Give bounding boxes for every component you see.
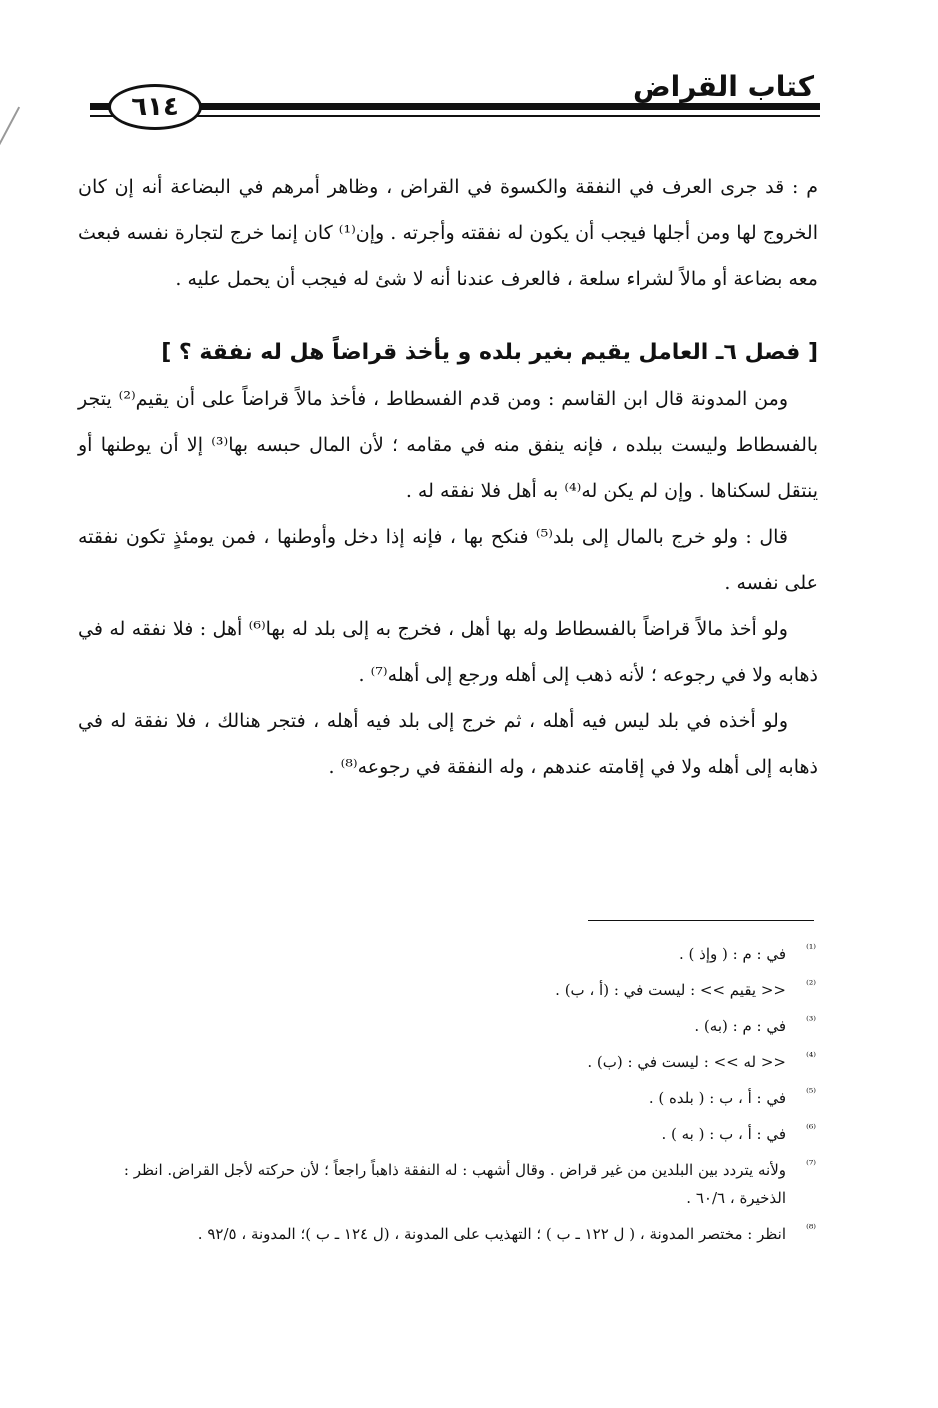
footnote-number: ⁽⁷⁾ bbox=[806, 1158, 816, 1171]
footnote bbox=[90, 1048, 816, 1076]
footnote bbox=[90, 1220, 816, 1248]
footnote bbox=[90, 976, 816, 1004]
footnote-text: انظر : مختصر المدونة ، ( ل ١٢٢ ـ ب ) ؛ التهذيب على المدونة ، (ل ١٢٤ ـ ب )؛ المدونة ، ٩٢/٥ . bbox=[197, 1225, 786, 1243]
footnote-text: << له >> : ليست في : (ب) . bbox=[587, 1053, 786, 1071]
footnote bbox=[90, 1156, 816, 1212]
footnote bbox=[90, 1084, 816, 1112]
scan-mark bbox=[0, 107, 20, 154]
intro-paragraph: م : قد جرى العرف في النفقة والكسوة في القراض ، وظاهر أمرهم في البضاعة أنه إن كان الخروج لها ومن أجلها فيجب أن يكون له نفقته وأجرته . وإن⁽¹⁾ كان إنما خرج لتجارة نفسه فبعث معه بضاعة أو مالاً لشراء سلعة ، فالعرف عندنا أنه لا شئ له فيجب أن يحمل عليه . bbox=[78, 176, 819, 290]
header-rule-thin bbox=[90, 115, 820, 117]
footnote-text: ولأنه يتردد بين البلدين من غير قراض . وقال أشهب : له النفقة ذاهباً راجعاً ؛ لأن حركته لأجل القراض. انظر : الذخيرة ، ٦٠/٦ . bbox=[123, 1161, 786, 1207]
footnote bbox=[90, 940, 816, 968]
body-paragraph-4: ولو أخذه في بلد ليس فيه أهله ، ثم خرج إلى بلد فيه أهله ، فتجر هنالك ، فلا نفقة له في ذهابه إلى أهله ولا في إقامته عندهم ، وله النفقة في رجوعه⁽⁸⁾ . bbox=[78, 710, 818, 778]
book-title: كتاب القراض bbox=[625, 70, 820, 103]
footnote-text: في : م : (به) . bbox=[694, 1017, 786, 1035]
body-paragraph-1: ومن المدونة قال ابن القاسم : ومن قدم الفسطاط ، فأخذ مالاً قراضاً على أن يقيم⁽²⁾ يتجر بالفسطاط وليست ببلده ، فإنه ينفق منه في مقامه ؛ لأن المال حبسه بها⁽³⁾ إلا أن يوطنها أو ينتقل لسكناها . وإن لم يكن له⁽⁴⁾ به أهل فلا نفقه له . bbox=[78, 388, 819, 502]
body-paragraph-2: قال : ولو خرج بالمال إلى بلد⁽⁵⁾ فنكح بها ، فإنه إذا دخل وأوطنها ، فمن يومئذٍ تكون نفقته على نفسه . bbox=[78, 526, 818, 594]
page-number: ٦١٤ bbox=[108, 84, 202, 130]
body-paragraph-3: ولو أخذ مالاً قراضاً بالفسطاط وله بها أهل ، فخرج به إلى بلد له بها⁽⁶⁾ أهل : فلا نفقه له في ذهابه ولا في رجوعه ؛ لأنه ذهب إلى أهله ورجع إلى أهله⁽⁷⁾ . bbox=[78, 618, 818, 686]
footnote bbox=[90, 1120, 816, 1148]
footnote-separator bbox=[588, 920, 814, 921]
page-header bbox=[90, 70, 820, 130]
footnote-text: << يقيم >> : ليست في : (أ ، ب) . bbox=[555, 981, 786, 999]
footnote-number: ⁽⁶⁾ bbox=[806, 1122, 816, 1135]
footnote-number: ⁽²⁾ bbox=[806, 978, 816, 991]
footnote-text: في : أ ، ب : ( بلده ) . bbox=[648, 1089, 786, 1107]
footnote-number: ⁽⁴⁾ bbox=[806, 1050, 816, 1063]
footnote-text: في : أ ، ب : ( به ) . bbox=[661, 1125, 786, 1143]
footnote-number: ⁽¹⁾ bbox=[806, 942, 816, 955]
footnotes bbox=[90, 940, 816, 1256]
chapter-heading: [ فصل ٦ـ العامل يقيم بغير بلده و يأخذ قراضاً هل له نفقة ؟ ] bbox=[161, 340, 818, 365]
footnote-number: ⁽³⁾ bbox=[806, 1014, 816, 1027]
footnote-text: في : م : ( وإذ ) . bbox=[678, 945, 786, 963]
footnote bbox=[90, 1012, 816, 1040]
footnote-number: ⁽⁸⁾ bbox=[806, 1222, 816, 1235]
footnote-number: ⁽⁵⁾ bbox=[806, 1086, 816, 1099]
main-text bbox=[78, 164, 818, 790]
